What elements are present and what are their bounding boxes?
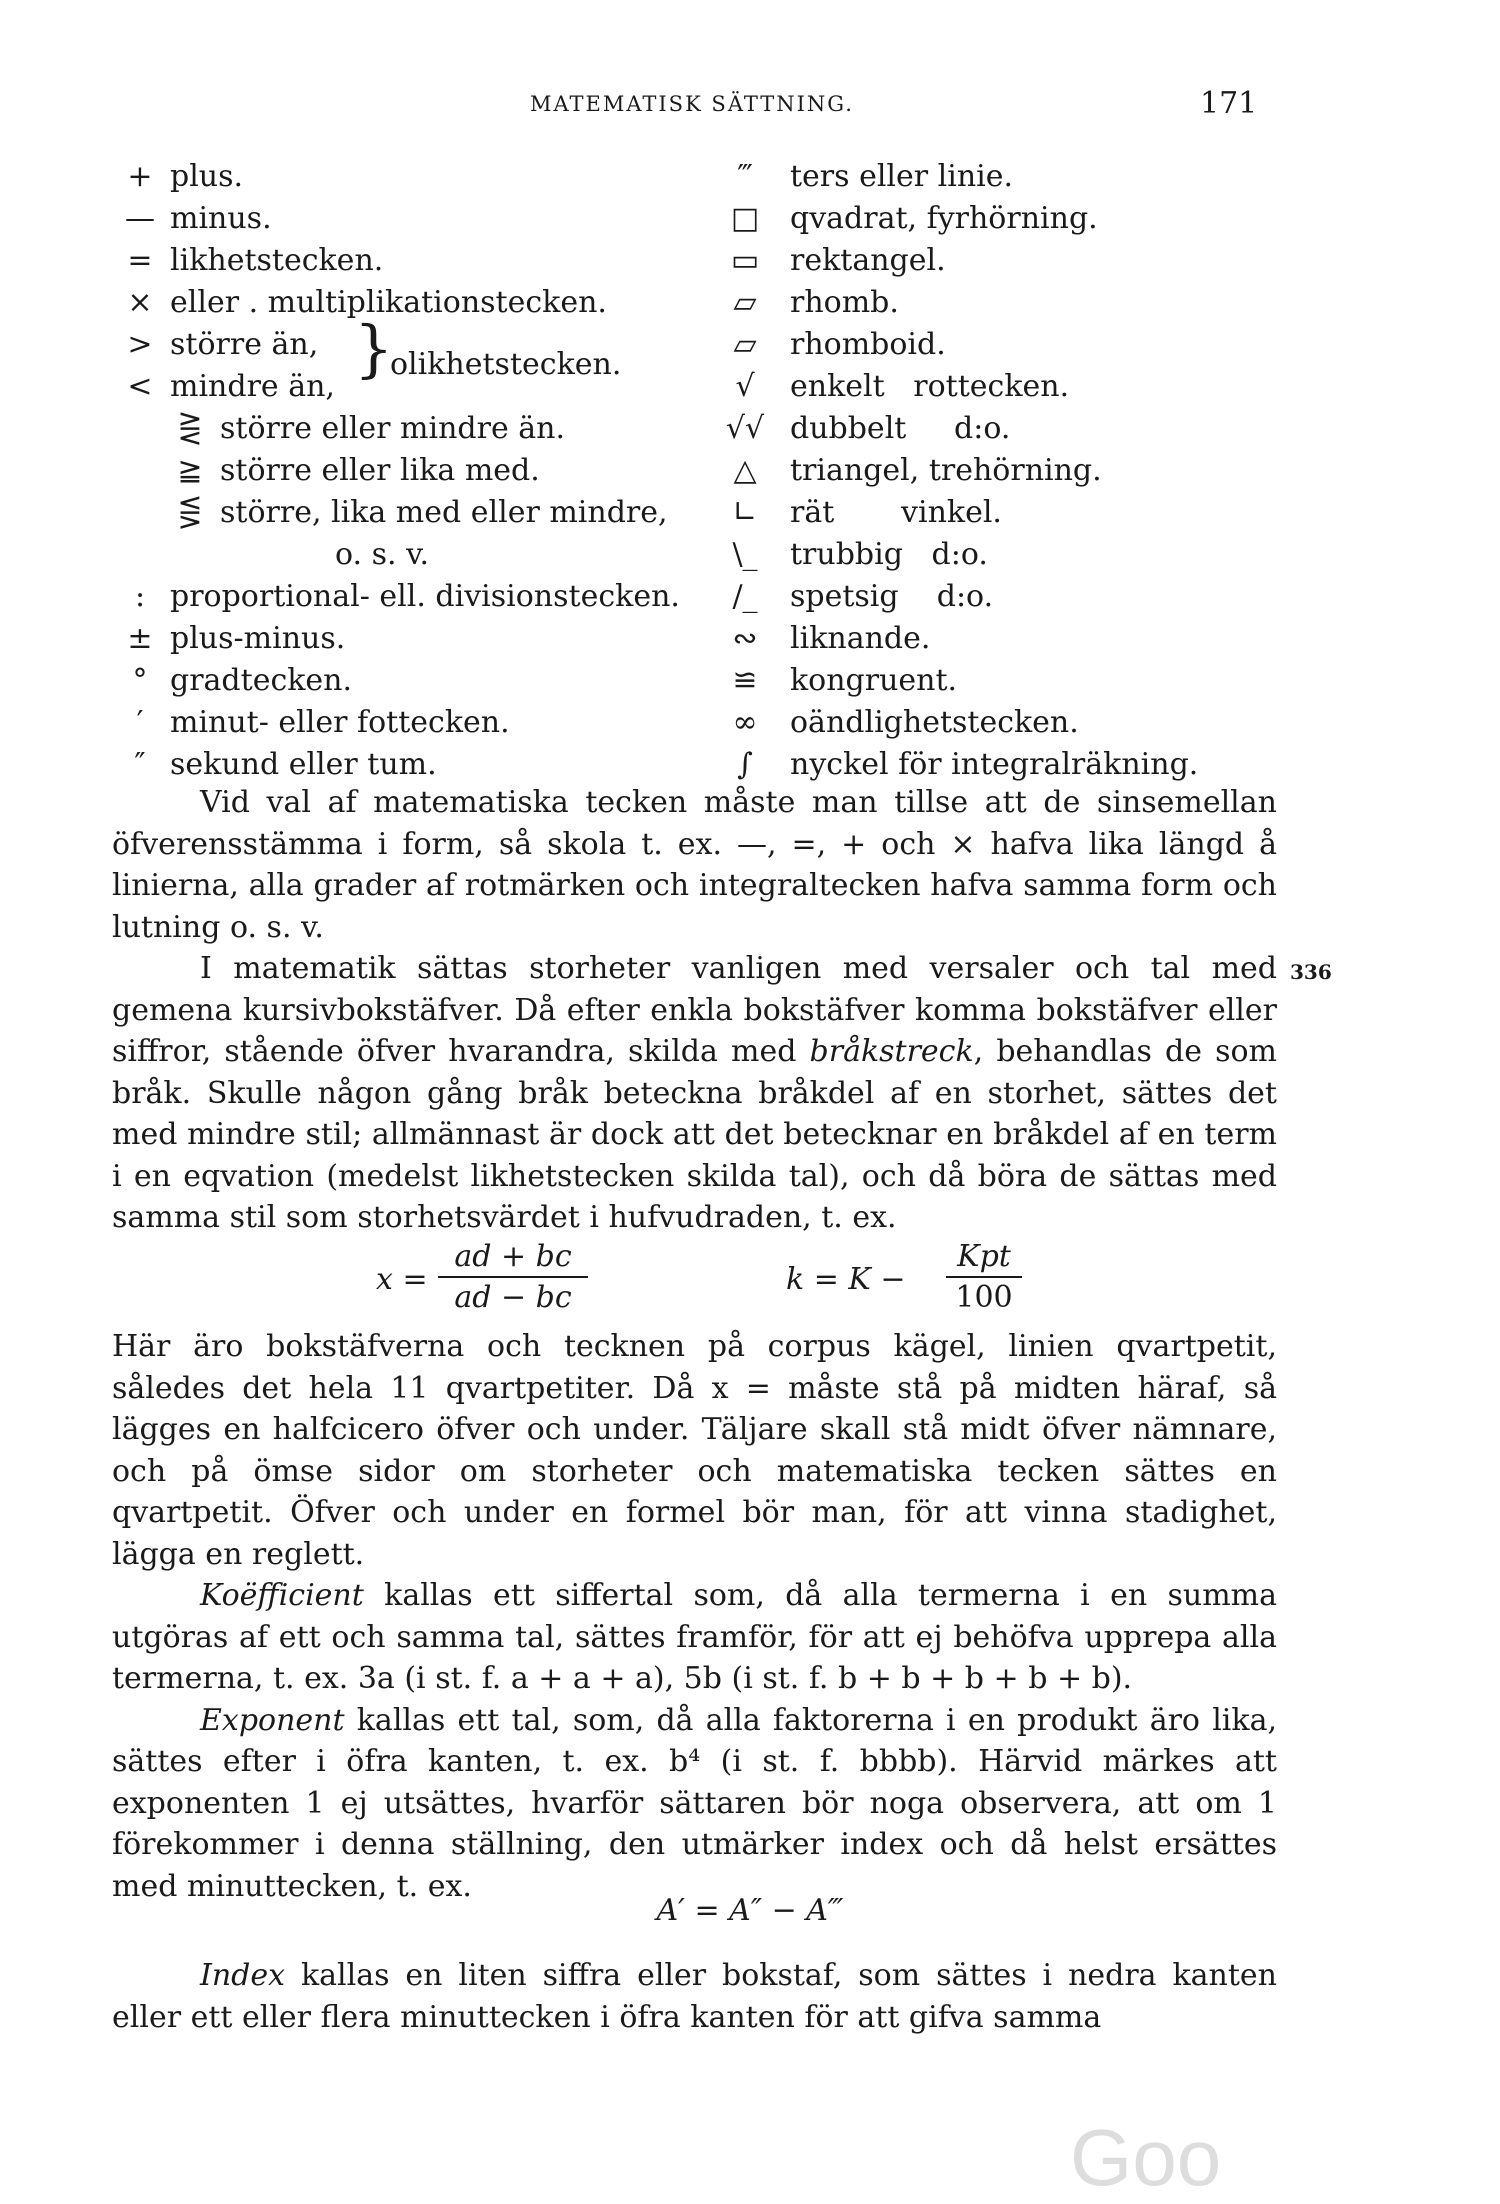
symbol-row — [110, 240, 690, 282]
body-paragraphs-top — [112, 782, 1277, 1239]
rhombus-symbol: ▱ — [733, 285, 757, 320]
symbol-row — [700, 702, 1300, 744]
less-than-symbol: < — [127, 369, 153, 404]
symbol-row — [700, 744, 1300, 786]
symbol-row — [110, 576, 690, 618]
times-symbol: × — [127, 285, 153, 320]
triple-prime-symbol: ‴ — [737, 159, 753, 194]
prime-symbol: ′ — [136, 705, 144, 740]
page-number: 171 — [1200, 86, 1258, 121]
left-symbol-list — [110, 156, 690, 786]
emphasis-text: Index — [200, 1958, 286, 1993]
paragraph-text: kallas en liten siffra eller bokstaf, som sättes i nedra kanten eller ett eller flera minuttecken i öfra kanten för att gifva samma — [112, 1958, 1277, 2035]
symbol-label: spetsig d:o. — [790, 579, 994, 614]
symbol-row — [110, 282, 690, 324]
rectangle-symbol: ▭ — [730, 243, 760, 278]
emphasis-text: Koëfficient — [200, 1578, 364, 1613]
symbol-row — [110, 312, 690, 385]
symbol-row — [110, 744, 690, 786]
symbol-label: o. s. v. — [335, 537, 429, 572]
symbol-label: mindre än, — [170, 369, 335, 404]
infinity-symbol: ∞ — [732, 705, 758, 740]
symbol-row — [700, 324, 1300, 366]
symbol-label: rät vinkel. — [790, 495, 1002, 530]
greater-than-symbol: > — [127, 327, 153, 362]
symbol-row — [700, 198, 1300, 240]
symbol-row — [700, 408, 1300, 450]
emphasis-text: Exponent — [200, 1702, 345, 1738]
paragraph-text: , behandlas de som bråk. Skulle någon gång bråk beteckna bråkdel af en storhet, sättes det med mindre stil; allmännast är dock att det betecknar en bråkdel af en term i en eqvation (medelst likhetstecken skilda tal), och då böra de sättas med samma stil som storhetsvärdet i hufvudraden, t. ex. — [112, 1034, 1278, 1235]
plus-symbol: + — [127, 159, 153, 194]
symbol-row — [110, 534, 690, 576]
greater-or-equal-symbol: ≧ — [177, 453, 203, 488]
integral-symbol: ∫ — [737, 747, 753, 782]
rhomboid-symbol: ▱ — [733, 327, 757, 362]
symbol-label: trubbig d:o. — [790, 537, 988, 572]
body-paragraphs-middle — [112, 1326, 1277, 1907]
symbol-label: större, lika med eller mindre, — [220, 495, 668, 530]
paragraph — [112, 1955, 1277, 2038]
paragraph-text: I matematik sättas storheter vanligen med versaler och tal med gemena kursivbokstäfver. Då efter enkla bokstäfver komma bokstäfver eller siffror, stående öfver hvarandra, skilda med — [112, 951, 1277, 1069]
symbol-label: plus-minus. — [170, 621, 346, 656]
paragraph — [112, 1575, 1277, 1700]
formula-centered: A′ = A″ − A‴ — [656, 1893, 844, 1928]
symbol-label: eller . multiplikationstecken. — [170, 285, 607, 320]
symbol-label: plus. — [170, 159, 244, 194]
symbol-label: kongruent. — [790, 663, 958, 698]
symbol-row — [110, 366, 690, 408]
symbol-label: oändlighetstecken. — [790, 705, 1079, 740]
symbol-row — [110, 660, 690, 702]
emphasis-text: bråkstreck — [809, 1034, 974, 1069]
formula-lhs: x = — [376, 1262, 428, 1297]
symbol-label: proportional- ell. divisionstecken. — [170, 579, 680, 614]
denominator: 100 — [955, 1280, 1013, 1315]
symbol-label: gradtecken. — [170, 663, 353, 698]
margin-number: 336 — [1290, 960, 1332, 984]
paragraph — [112, 948, 1277, 1239]
denominator: ad − bc — [454, 1280, 572, 1315]
greater-equal-less-symbol: ⋚ — [177, 495, 203, 530]
degree-symbol: ° — [132, 663, 148, 698]
brace-glyph: } — [354, 312, 394, 385]
running-header — [0, 86, 1500, 132]
symbol-row — [110, 156, 690, 198]
fraction — [438, 1238, 588, 1318]
obtuse-angle-symbol: \_ — [732, 537, 758, 572]
paragraph — [112, 1700, 1277, 1908]
symbol-row — [110, 198, 690, 240]
fraction — [946, 1238, 1022, 1318]
symbol-label: större än, — [170, 327, 319, 362]
symbol-label: större eller lika med. — [220, 453, 540, 488]
symbol-label: större eller mindre än. — [220, 411, 565, 446]
symbol-label: liknande. — [790, 621, 931, 656]
double-root-symbol: √√ — [725, 411, 765, 446]
formula-row — [0, 1238, 1500, 1322]
numerator: Kpt — [946, 1238, 1022, 1278]
symbol-label: nyckel för integralräkning. — [790, 747, 1199, 782]
right-angle-symbol: ∟ — [732, 495, 758, 530]
formula-lhs: k = K − — [786, 1262, 906, 1297]
watermark: Goo — [1070, 2113, 1222, 2202]
acute-angle-symbol: /_ — [732, 579, 758, 614]
root-symbol: √ — [735, 369, 755, 404]
symbol-row — [700, 240, 1300, 282]
square-symbol: □ — [730, 201, 760, 236]
symbol-label: minus. — [170, 201, 272, 236]
paragraph: Vid val af matematiska tecken måste man tillse att de sinsemellan öfverensstämma i form, så skola t. ex. —, =, + och × hafva lika längd å linierna, alla grader af rotmärken och integraltecken hafva samma form och lutning o. s. v. — [112, 785, 1277, 945]
paragraph-text: kallas ett tal, som, då alla faktorerna i en produkt äro lika, sättes efter i öfra kanten, t. ex. b⁴ (i st. f. bbbb). Härvid märkes att exponenten 1 ej utsättes, hvarför sättaren bör noga observera, att om 1 förekommer i denna ställning, den utmärker index och då helst ersättes med minuttecken, t. ex. — [112, 1702, 1277, 1904]
numerator: ad + bc — [438, 1238, 588, 1278]
symbol-row — [110, 618, 690, 660]
symbol-row — [110, 702, 690, 744]
greater-or-less-symbol: ⋛ — [177, 411, 203, 446]
symbol-label: qvadrat, fyrhörning. — [790, 201, 1098, 236]
brace-label: olikhetstecken. — [390, 347, 622, 382]
symbol-row — [700, 534, 1300, 576]
ratio-symbol: : — [134, 579, 146, 614]
symbol-row — [700, 618, 1300, 660]
symbol-row — [700, 492, 1300, 534]
symbol-label: dubbelt d:o. — [790, 411, 1011, 446]
symbol-row — [700, 660, 1300, 702]
triangle-symbol: △ — [733, 453, 757, 488]
symbol-label: likhetstecken. — [170, 243, 384, 278]
paragraph-text: kallas ett siffertal som, då alla termerna i en summa utgöras af ett och samma tal, sättes framför, för att ej behöfva upprepa alla termerna, t. ex. 3a (i st. f. a + a + a), 5b (i st. f. b + b + b + b + b). — [112, 1578, 1277, 1696]
right-symbol-list — [700, 156, 1300, 786]
symbol-label: rhomboid. — [790, 327, 946, 362]
paragraph: Här äro bokstäfverna och tecknen på corpus kägel, linien qvartpetit, således det hela 11 qvartpetiter. Då x = måste stå på midten häraf, så lägges en halfcicero öfver och under. Täljare skall stå midt öfver nämnare, och på ömse sidor om storheter och matematiska tecken sättes en qvartpetit. Öfver och under en formel bör man, för att vinna stadighet, lägga en reglett. — [112, 1329, 1277, 1572]
symbol-label: sekund eller tum. — [170, 747, 437, 782]
symbol-row — [700, 576, 1300, 618]
double-prime-symbol: ″ — [134, 747, 146, 782]
symbol-row — [110, 450, 690, 492]
plus-minus-symbol: ± — [127, 621, 153, 656]
symbol-label: ters eller linie. — [790, 159, 1014, 194]
symbol-row — [700, 282, 1300, 324]
congruent-symbol: ≌ — [732, 663, 758, 698]
symbol-row — [700, 156, 1300, 198]
symbol-label: rhomb. — [790, 285, 899, 320]
similar-symbol: ∾ — [732, 621, 758, 656]
symbol-label: enkelt rottecken. — [790, 369, 1070, 404]
symbol-row — [700, 450, 1300, 492]
minus-symbol: — — [125, 201, 155, 236]
body-paragraphs-bottom — [112, 1955, 1277, 2038]
symbol-label: rektangel. — [790, 243, 946, 278]
symbol-row — [700, 366, 1300, 408]
symbol-label: triangel, trehörning. — [790, 453, 1102, 488]
header-title: MATEMATISK SÄTTNING. — [530, 92, 854, 116]
equals-symbol: = — [127, 243, 153, 278]
symbol-row — [110, 408, 690, 450]
symbol-label: minut- eller fottecken. — [170, 705, 510, 740]
symbol-row — [110, 492, 690, 534]
